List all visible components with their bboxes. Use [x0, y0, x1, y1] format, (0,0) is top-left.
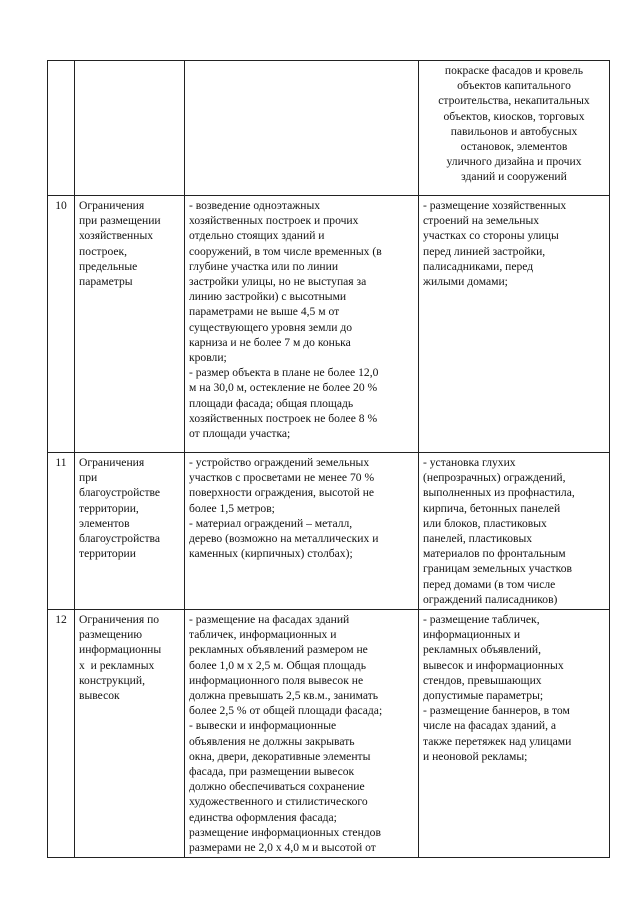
title-line: при	[79, 471, 98, 485]
allowed-line: объявления не должны закрывать	[189, 734, 355, 748]
title-line: конструкций,	[79, 673, 145, 687]
forbidden-line: стендов, превышающих	[423, 673, 542, 687]
table-row	[48, 61, 610, 196]
forbidden-line: рекламных объявлений,	[423, 643, 542, 657]
allowed-line: глубине участка или по линии	[189, 259, 339, 273]
forbidden-cell	[419, 610, 610, 858]
title-line: территории,	[79, 501, 139, 515]
forbidden-line: материалов по фронтальным	[423, 547, 566, 561]
forbidden-line: строений на земельных	[423, 214, 540, 228]
allowed-line: м на 30,0 м, остекление не более 20 %	[189, 381, 378, 395]
row-number-cell: 11	[48, 453, 75, 610]
forbidden-cell	[419, 196, 610, 453]
allowed-line: дерево (возможно на металлических и	[189, 532, 379, 546]
title-line: Ограничения по	[79, 613, 160, 627]
title-line: предельные	[79, 259, 138, 273]
restrictions-table	[47, 60, 610, 858]
forbidden-line: павильонов и автобусных	[450, 124, 578, 138]
allowed-line: участков с просветами не менее 70 %	[189, 471, 375, 485]
allowed-line: окна, двери, декоративные элементы	[189, 749, 371, 763]
title-line: вывесок	[79, 689, 120, 703]
forbidden-line: покраске фасадов и кровель	[444, 64, 584, 77]
forbidden-line: палисадниками, перед	[423, 259, 534, 273]
allowed-line: параметрами не выше 4,5 м от	[189, 305, 340, 319]
allowed-line: - размещение на фасадах зданий	[189, 613, 350, 627]
forbidden-cell	[419, 61, 610, 196]
forbidden-line: перед домами (в том числе	[423, 577, 556, 591]
restriction-title-cell	[75, 453, 185, 610]
forbidden-line: допустимые параметры;	[423, 689, 544, 703]
restriction-title-cell	[75, 61, 185, 196]
allowed-line: - материал ограждений – металл,	[189, 516, 353, 530]
allowed-line: - устройство ограждений земельных	[189, 456, 370, 469]
forbidden-line: информационных и	[423, 628, 521, 642]
title-line: параметры	[79, 275, 133, 289]
forbidden-line: выполненных из профнастила,	[423, 486, 575, 500]
forbidden-line: участках со стороны улицы	[423, 229, 559, 243]
restriction-title-cell	[75, 196, 185, 453]
restriction-title-cell	[75, 610, 185, 858]
forbidden-line: числе на фасадах зданий, а	[423, 719, 557, 733]
allowed-line: должно обеспечиваться сохранение	[189, 780, 365, 794]
forbidden-line: - размещение хозяйственных	[423, 199, 567, 212]
title-line: построек,	[79, 244, 128, 258]
allowed-line: более 2,5 % от общей площади фасада;	[189, 704, 383, 718]
allowed-line: отдельно стоящих зданий и	[189, 229, 325, 243]
allowed-line: от площади участка;	[189, 427, 291, 441]
allowed-cell	[185, 453, 419, 610]
row-number-cell: 12	[48, 610, 75, 858]
allowed-line: должна превышать 2,5 кв.м., занимать	[189, 689, 379, 703]
allowed-line: более 1,5 метров;	[189, 501, 275, 515]
allowed-line: - вывески и информационные	[189, 719, 337, 733]
allowed-line: поверхности ограждения, высотой не	[189, 486, 375, 500]
allowed-line: размерами не 2,0 х 4,0 м и высотой от	[189, 841, 376, 855]
allowed-line: застройки улицы, но не выступая за	[189, 275, 367, 289]
table-row	[48, 610, 610, 858]
allowed-line: площади фасада; общая площадь	[189, 396, 354, 410]
allowed-line: табличек, информационных и	[189, 628, 337, 642]
forbidden-line: жилыми домами;	[423, 275, 508, 289]
forbidden-line: объектов капитального	[457, 79, 571, 93]
title-line: благоустройстве	[79, 486, 161, 500]
table-row	[48, 196, 610, 453]
title-line: Ограничения	[79, 456, 145, 469]
forbidden-line: остановок, элементов	[460, 140, 568, 154]
allowed-line: кровли;	[189, 351, 227, 365]
allowed-cell	[185, 196, 419, 453]
allowed-line: каменных (кирпичных) столбах);	[189, 547, 353, 561]
forbidden-cell	[419, 453, 610, 610]
title-line: благоустройства	[79, 532, 160, 546]
allowed-line: хозяйственных построек и прочих	[189, 214, 359, 228]
allowed-line: информационного поля вывесок не	[189, 673, 364, 687]
forbidden-line: - размещение баннеров, в том	[423, 704, 570, 718]
title-line: х и рекламных	[79, 658, 155, 672]
allowed-line: единства оформления фасада;	[189, 810, 337, 824]
forbidden-line: строительства, некапитальных	[438, 94, 590, 108]
allowed-line: - возведение одноэтажных	[189, 199, 321, 212]
title-line: хозяйственных	[79, 229, 154, 243]
allowed-line: размещение информационных стендов	[189, 825, 381, 839]
allowed-line: - размер объекта в плане не более 12,0	[189, 366, 379, 380]
forbidden-line: или блоков, пластиковых	[423, 516, 547, 530]
allowed-line: фасада, при размещении вывесок	[189, 765, 355, 779]
row-number-cell: 10	[48, 196, 75, 453]
forbidden-line: и неоновой рекламы;	[423, 749, 528, 763]
forbidden-line: перед линией застройки,	[423, 244, 546, 258]
title-line: элементов	[79, 516, 130, 530]
forbidden-line: границам земельных участков	[423, 562, 572, 576]
forbidden-line: объектов, киосков, торговых	[443, 109, 585, 123]
forbidden-line: кирпича, бетонных панелей	[423, 501, 561, 515]
allowed-line: художественного и стилистического	[189, 795, 368, 809]
forbidden-line: панелей, пластиковых	[423, 532, 533, 546]
forbidden-line: вывесок и информационных	[423, 658, 564, 672]
title-line: размещению	[79, 628, 142, 642]
forbidden-line: - установка глухих	[423, 456, 516, 469]
allowed-cell	[185, 610, 419, 858]
allowed-line: линию застройки) с высотными	[189, 290, 347, 304]
allowed-cell	[185, 61, 419, 196]
forbidden-line: - размещение табличек,	[423, 613, 540, 627]
forbidden-line: также перетяжек над улицами	[423, 734, 572, 748]
allowed-line: рекламных объявлений размером не	[189, 643, 368, 657]
table-row	[48, 453, 610, 610]
allowed-line: существующего уровня земли до	[189, 320, 353, 334]
allowed-line: карниза и не более 7 м до конька	[189, 335, 351, 349]
allowed-line: сооружений, в том числе временных (в	[189, 244, 382, 258]
row-number-cell	[48, 61, 75, 196]
forbidden-line: зданий и сооружений	[461, 170, 567, 184]
forbidden-line: ограждений палисадников)	[423, 592, 558, 606]
forbidden-line: (непрозрачных) ограждений,	[423, 471, 566, 485]
title-line: информационны	[79, 643, 162, 657]
title-line: Ограничения	[79, 199, 145, 212]
allowed-line: хозяйственных построек не более 8 %	[189, 411, 378, 425]
title-line: территории	[79, 547, 136, 561]
allowed-line: более 1,0 м х 2,5 м. Общая площадь	[189, 658, 366, 672]
title-line: при размещении	[79, 214, 161, 228]
forbidden-line: уличного дизайна и прочих	[446, 155, 582, 169]
